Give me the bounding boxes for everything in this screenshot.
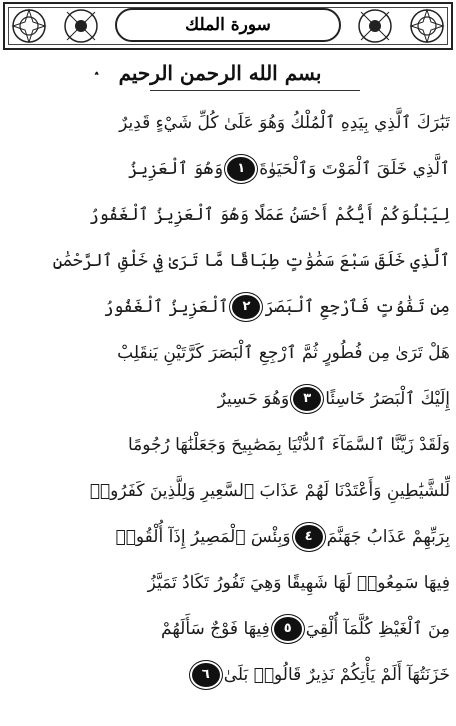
- verse-text: فِيهَا فَوْجٌ سَأَلَهُمْ: [161, 619, 270, 639]
- verse-text: ٱلَّذِي خَلَقَ سَبْعَ سَمَٰوَٰتٍ طِبَاقًا مَّا تَرَىٰ فِي خَلْقِ ٱلرَّحْمَٰنِ: [52, 251, 450, 271]
- verse-line: [6, 192, 450, 238]
- verse-text: خَزَنَتُهَآ أَلَمْ يَأْتِكُمْ نَذِيرٌ قَالُوا۟ بَلَىٰ: [223, 665, 450, 685]
- verse-line: [6, 284, 450, 330]
- verse-text: مِن تَفَٰوُتٍ فَٱرْجِعِ ٱلْبَصَرَ: [264, 297, 450, 317]
- verse-line: [6, 330, 450, 376]
- ayah-number-marker: ٦: [192, 663, 220, 687]
- verse-text: وَلَقَدْ زَيَّنَّا ٱلسَّمَآءَ ٱلدُّنْيَا بِمَصَٰبِيحَ وَجَعَلْنَٰهَا رُجُومًا: [127, 435, 450, 455]
- verse-text: بِرَبِّهِمْ عَذَابُ جَهَنَّمَ: [326, 527, 450, 547]
- verse-text: إِلَيْكَ ٱلْبَصَرُ خَاسِئًا: [325, 389, 450, 409]
- verse-text: ٱلْعَزِيزُ ٱلْغَفُورُ: [103, 297, 229, 317]
- verse-line: [6, 100, 450, 146]
- ayah-number-marker: ١: [227, 157, 255, 181]
- verse-text: ٱلَّذِي خَلَقَ ٱلْمَوْتَ وَٱلْحَيَوٰةَ: [259, 159, 450, 179]
- verse-text: وَبِئْسَ ٱلْمَصِيرُ إِذَآ أُلْقُوا۟: [115, 527, 291, 547]
- verse-lines: [6, 100, 450, 698]
- verse-text: لِّلشَّيَٰطِينِ وَأَعْتَدْنَا لَهُمْ عَذَابَ ٱلسَّعِيرِ وَلِلَّذِينَ كَفَرُوا۟: [89, 481, 450, 501]
- verse-line: [6, 238, 450, 284]
- verse-line: [6, 514, 450, 560]
- surah-title: سورة الملك: [115, 8, 341, 42]
- verse-line: [6, 376, 450, 422]
- verse-line: [6, 652, 450, 698]
- verse-text: لِيَبْلُوَكُمْ أَيُّكُمْ أَحْسَنُ عَمَلًا وَهُوَ ٱلْعَزِيزُ ٱلْغَفُورُ: [88, 205, 450, 225]
- verse-line: [6, 146, 450, 192]
- verse-text: مِنَ ٱلْغَيْظِ كُلَّمَآ أُلْقِيَ: [305, 619, 450, 639]
- rosette-ornament-icon: [409, 8, 445, 44]
- rosette-ornament-icon: [63, 8, 99, 44]
- basmala-underline: [150, 90, 360, 91]
- basmala: بسم الله الرحمن الرحيم: [118, 61, 322, 85]
- ayah-number-marker: ٥: [274, 617, 302, 641]
- verse-text: وَهُوَ حَسِيرٌ: [217, 389, 290, 409]
- verse-line: [6, 560, 450, 606]
- verse-text: تَبَٰرَكَ ٱلَّذِي بِيَدِهِ ٱلْمُلْكُ وَهُوَ عَلَىٰ كُلِّ شَيْءٍ قَدِيرٌ: [119, 113, 450, 133]
- rosette-ornament-icon: [11, 8, 47, 44]
- verse-text: هَلْ تَرَىٰ مِن فُطُورٍ ثُمَّ ٱرْجِعِ ٱلْبَصَرَ كَرَّتَيْنِ يَنقَلِبْ: [117, 343, 450, 363]
- rosette-ornament-icon: [357, 8, 393, 44]
- ayah-number-marker: ٣: [293, 387, 321, 411]
- ayah-number-marker: ٤: [295, 525, 323, 549]
- ayah-number-marker: ٢: [232, 295, 260, 319]
- surah-header-frame: [3, 2, 453, 50]
- verse-line: [6, 422, 450, 468]
- verse-line: [6, 606, 450, 652]
- verse-text: وَهُوَ ٱلْعَزِيزُ: [128, 159, 224, 179]
- verse-line: [6, 468, 450, 514]
- verse-text: فِيهَا سَمِعُوا۟ لَهَا شَهِيقًا وَهِيَ تَفُورُ تَكَادُ تَمَيَّزُ: [147, 573, 450, 593]
